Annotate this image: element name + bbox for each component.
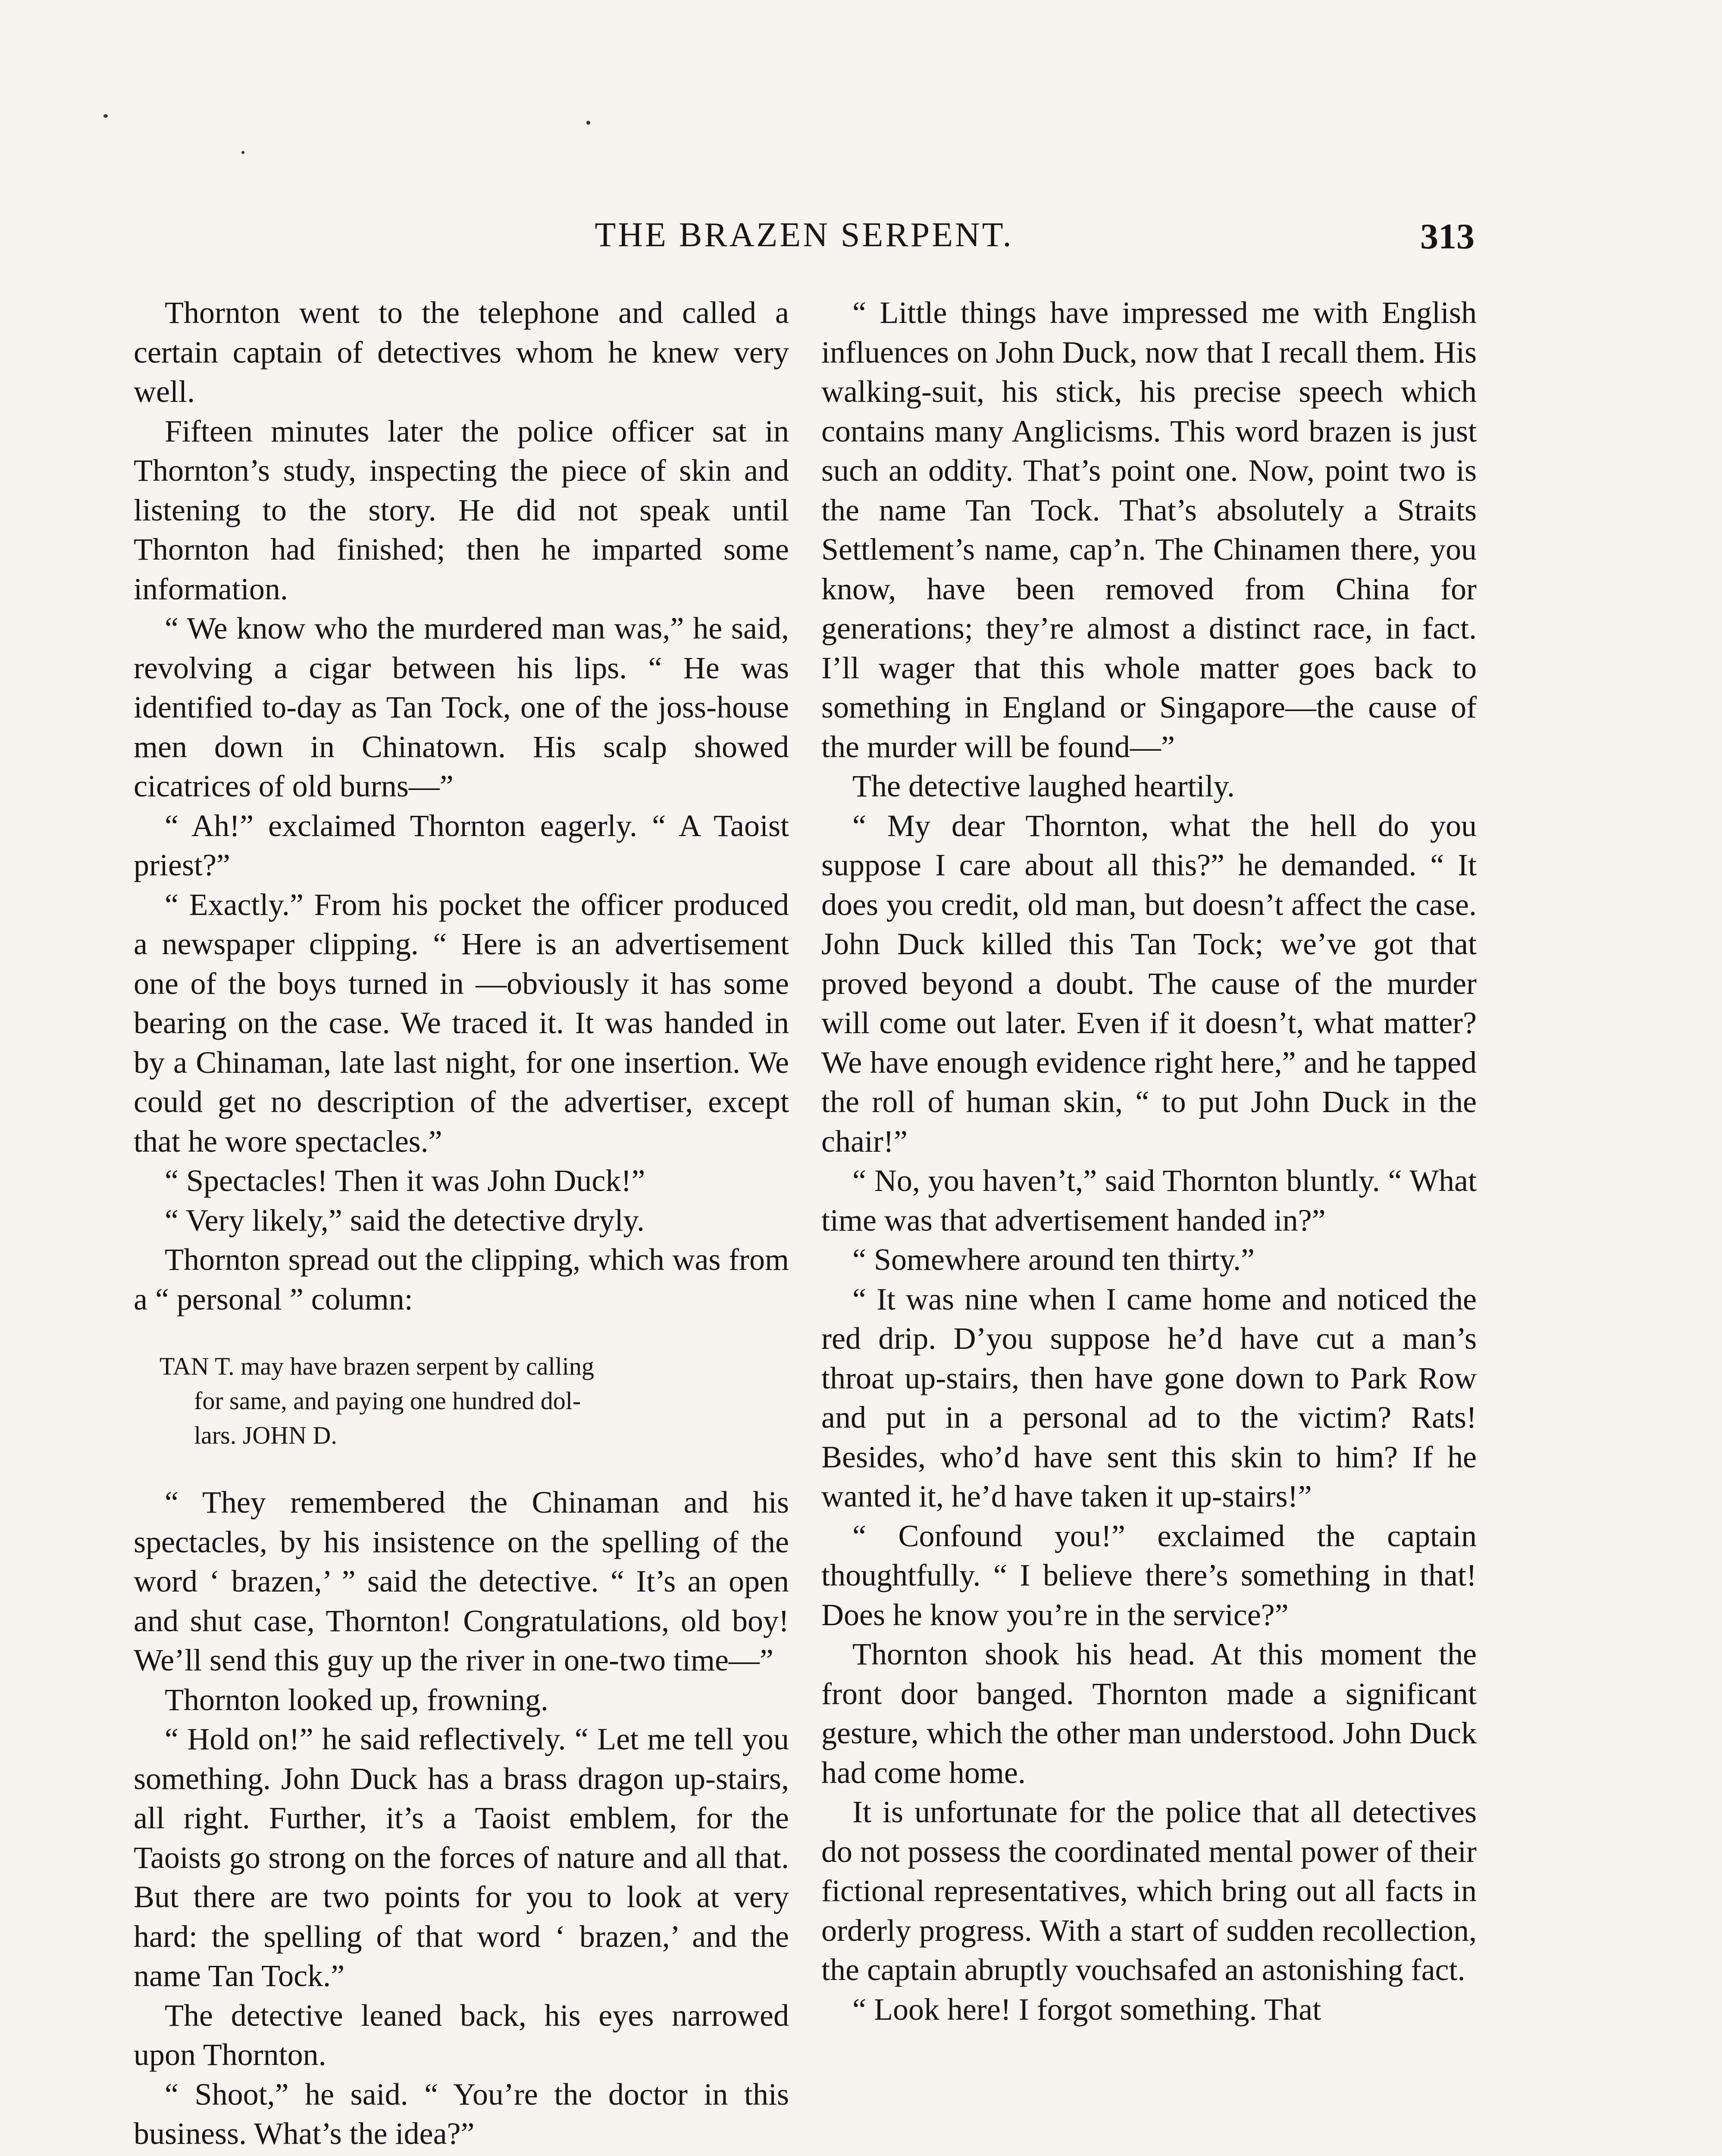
paragraph: “ No, you haven’t,” said Thornton bluntly. “ What time was that advertisement handed in?” xyxy=(821,1163,1477,1238)
paragraph: “ Somewhere around ten thirty.” xyxy=(852,1242,1255,1277)
running-title: THE BRAZEN SERPENT. xyxy=(595,216,1014,254)
ad-line: for same, and paying one hundred dol- xyxy=(194,1387,581,1415)
paragraph: “ Shoot,” he said. “ You’re the doctor in this business. What’s the idea?” xyxy=(134,2077,789,2151)
personal-advertisement xyxy=(160,1349,789,1453)
paragraph: “ Ah!” exclaimed Thornton eagerly. “ A Taoist priest?” xyxy=(134,808,789,882)
paragraph: “ We know who the murdered man was,” he said, revolving a cigar between his lips. “ He was identified to-day as Tan Tock, one of the joss-house men down in Chinatown. His scalp showed cicatrices of old burns—” xyxy=(134,611,789,803)
paragraph: “ They remembered the Chinaman and his spectacles, by his insistence on the spelling of the word ‘ brazen,’ ” said the detective. “ It’s an open and shut case, Thornton! Congratulations, old boy! We’ll send this guy up the river in one-two time—” xyxy=(134,1485,789,1677)
paragraph: The detective laughed heartily. xyxy=(852,769,1235,803)
paragraph: It is unfortunate for the police that all detectives do not possess the coordinated mental power of their fictional representatives, which bring out all facts in orderly progress. With a start of sudden recollection, the captain abruptly vouchsafed an astonishing fact. xyxy=(821,1795,1477,1987)
ink-speck xyxy=(586,121,590,125)
ad-line: lars. JOHN D. xyxy=(194,1421,337,1449)
paragraph: “ Very likely,” said the detective dryly. xyxy=(165,1203,645,1238)
paragraph: Thornton looked up, frowning. xyxy=(165,1682,548,1717)
paragraph: Thornton shook his head. At this moment the front door banged. Thornton made a significant gesture, which the other man understood. John Duck had come home. xyxy=(821,1637,1477,1790)
paragraph: “ Confound you!” exclaimed the captain thoughtfully. “ I believe there’s something in that! Does he know you’re in the service?” xyxy=(821,1518,1477,1632)
ink-speck xyxy=(103,114,108,118)
right-column xyxy=(821,293,1477,2029)
paragraph: Thornton went to the telephone and called a certain captain of detectives whom he knew very well. xyxy=(134,295,789,409)
paragraph: “ My dear Thornton, what the hell do you suppose I care about all this?” he demanded. “ It does you credit, old man, but doesn’t affect the case. John Duck killed this Tan Tock; we’ve got that proved beyond a doubt. The cause of the murder will come out later. Even if it doesn’t, what matter? We have enough evidence right here,” and he tapped the roll of human skin, “ to put John Duck in the chair!” xyxy=(821,808,1477,1159)
left-column xyxy=(134,293,789,2156)
paragraph: “ Exactly.” From his pocket the officer produced a newspaper clipping. “ Here is an advertisement one of the boys turned in —obviously it has some bearing on the case. We traced it. It was handed in by a Chinaman, late last night, for one insertion. We could get no description of the advertiser, except that he wore spectacles.” xyxy=(134,887,789,1159)
paragraph: The detective leaned back, his eyes narrowed upon Thornton. xyxy=(134,1998,789,2072)
paragraph: Thornton spread out the clipping, which was from a “ personal ” column: xyxy=(134,1242,789,1316)
paragraph: “ Hold on!” he said reflectively. “ Let me tell you something. John Duck has a brass dragon up-stairs, all right. Further, it’s a Taoist emblem, for the Taoists go strong on the forces of nature and all that. But there are two points for you to look at very hard: the spelling of that word ‘ brazen,’ and the name Tan Tock.” xyxy=(134,1722,789,1993)
paragraph: “ Little things have impressed me with English influences on John Duck, now that I recall them. His walking-suit, his stick, his precise speech which contains many Anglicisms. This word brazen is just such an oddity. That’s point one. Now, point two is the name Tan Tock. That’s absolutely a Straits Settlement’s name, cap’n. The Chinamen there, you know, have been removed from China for generations; they’re almost a distinct race, in fact. I’ll wager that this whole matter goes back to something in England or Singapore—the cause of the murder will be found—” xyxy=(821,295,1477,764)
paragraph: “ Look here! I forgot something. That xyxy=(852,1992,1321,2027)
paragraph: “ Spectacles! Then it was John Duck!” xyxy=(165,1163,645,1198)
ink-speck xyxy=(241,151,244,154)
paragraph: Fifteen minutes later the police officer sat in Thornton’s study, inspecting the piece of skin and listening to the story. He did not speak until Thornton had finished; then he imparted some information. xyxy=(134,414,789,606)
running-head xyxy=(134,216,1475,267)
page-number: 313 xyxy=(1420,216,1475,257)
paragraph xyxy=(134,2154,789,2156)
ad-line: TAN T. may have brazen serpent by calling xyxy=(160,1352,594,1380)
paragraph: “ It was nine when I came home and noticed the red drip. D’you suppose he’d have cut a man’s throat up-stairs, then have gone down to Park Row and put in a personal ad to the victim? Rats! Besides, who’d have sent this skin to him? If he wanted it, he’d have taken it up-stairs!” xyxy=(821,1282,1477,1514)
